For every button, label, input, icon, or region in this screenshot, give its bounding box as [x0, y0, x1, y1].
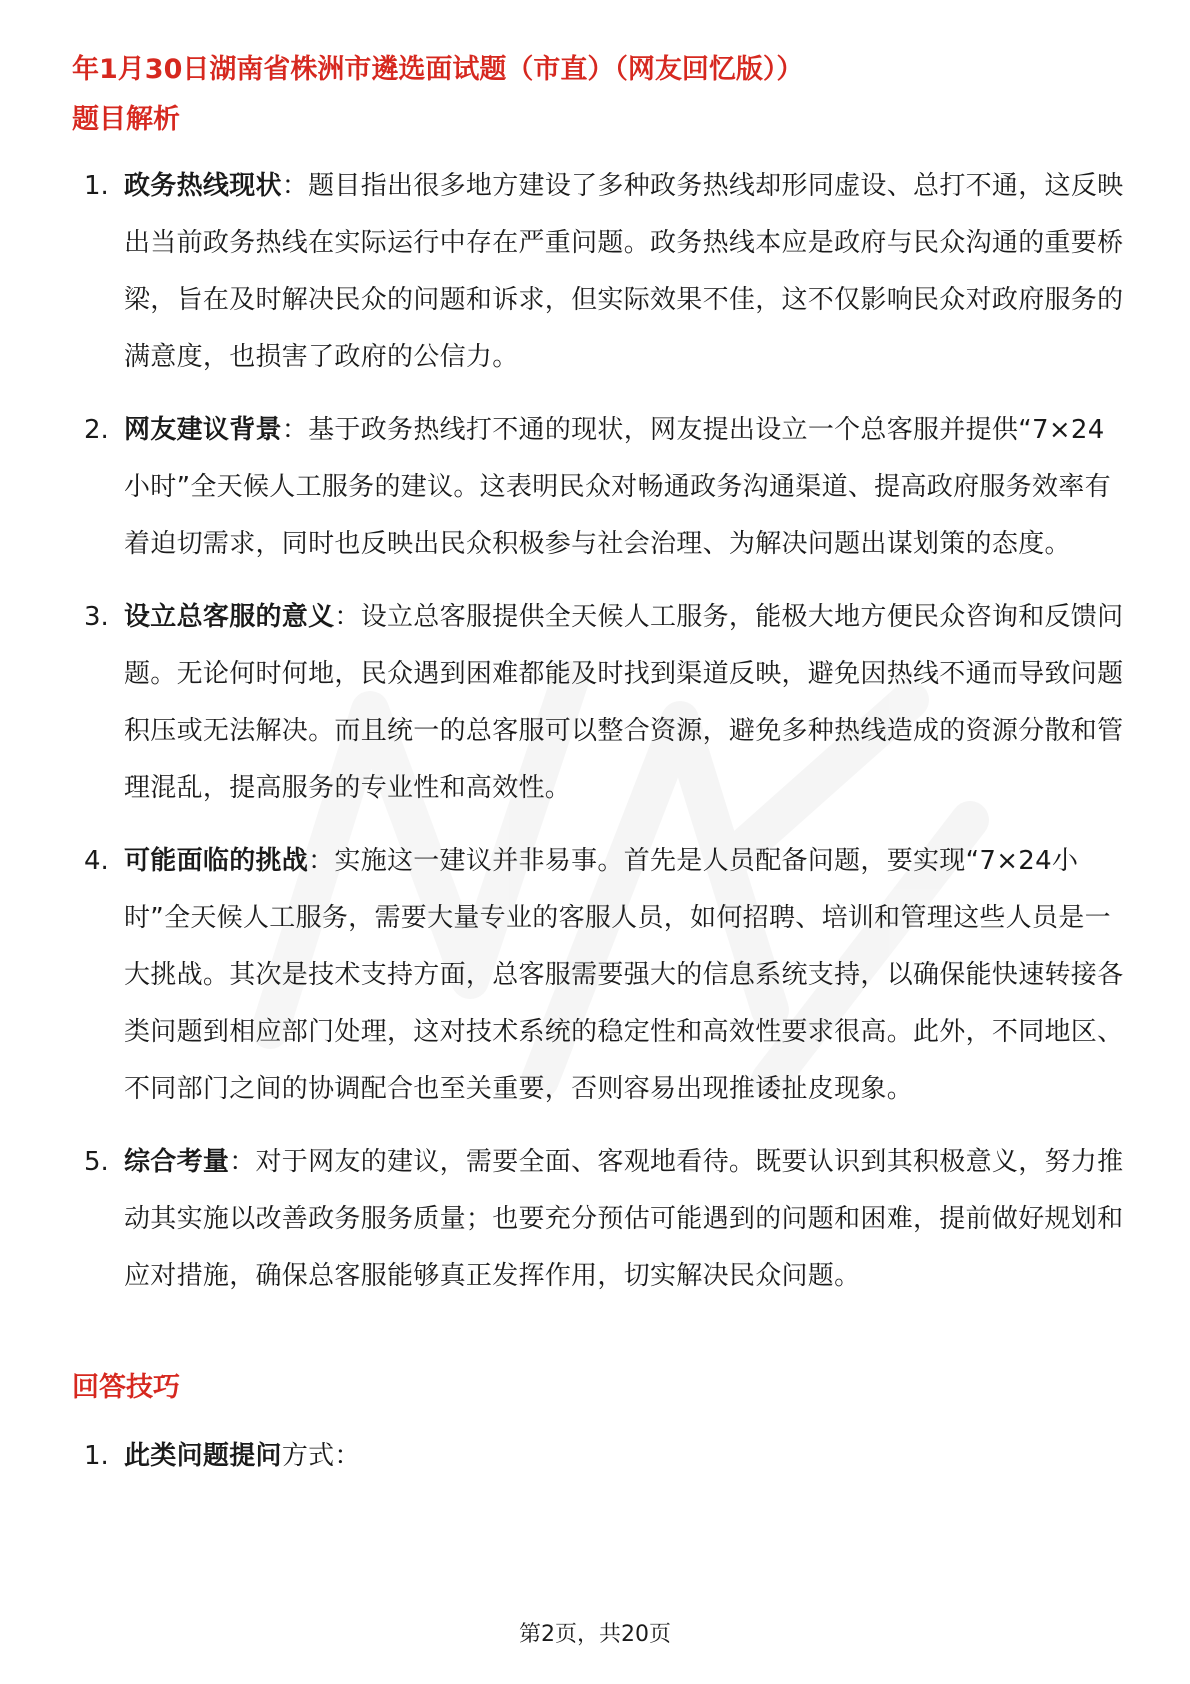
list-item — [84, 402, 1124, 573]
item-text: 方式： — [281, 1441, 361, 1471]
list-item — [84, 158, 1124, 386]
analysis-list — [84, 158, 1124, 1321]
section-heading-tips: 回答技巧 — [72, 1372, 180, 1403]
list-number: 3. — [84, 602, 109, 632]
item-text: ：题目指出很多地方建设了多种政务热线却形同虚设、总打不通，这反映出当前政务热线在实际运行中存在严重问题。政务热线本应是政府与民众沟通的重要桥梁，旨在及时解决民众的问题和诉求，但实际效果不佳，这不仅影响民众对政府服务的满意度，也损害了政府的公信力。 — [124, 171, 1124, 372]
item-text: ：设立总客服提供全天候人工服务，能极大地方便民众咨询和反馈问题。无论何时何地，民众遇到困难都能及时找到渠道反映，避免因热线不通而导致问题积压或无法解决。而且统一的总客服可以整合资源，避免多种热线造成的资源分散和管理混乱，提高服务的专业性和高效性。 — [124, 602, 1124, 803]
tips-list — [84, 1428, 1124, 1501]
item-term: 可能面临的挑战 — [124, 846, 309, 876]
document-title: 年1月30日湖南省株洲市遴选面试题（市直）（网友回忆版）） — [72, 54, 804, 85]
list-item — [84, 589, 1124, 817]
list-number: 1. — [84, 171, 109, 201]
item-text: ：对于网友的建议，需要全面、客观地看待。既要认识到其积极意义，努力推动其实施以改善政务服务质量；也要充分预估可能遇到的问题和困难，提前做好规划和应对措施，确保总客服能够真正发挥作用，切实解决民众问题。 — [124, 1147, 1124, 1291]
item-text: ：基于政务热线打不通的现状，网友提出设立一个总客服并提供“7×24小时”全天候人工服务的建议。这表明民众对畅通政务沟通渠道、提高政府服务效率有着迫切需求，同时也反映出民众积极参与社会治理、为解决问题出谋划策的态度。 — [124, 415, 1111, 559]
list-number: 2. — [84, 415, 109, 445]
list-item — [84, 1134, 1124, 1305]
item-term: 设立总客服的意义 — [124, 602, 335, 632]
section-heading-analysis: 题目解析 — [72, 104, 180, 135]
item-term: 综合考量 — [124, 1147, 230, 1177]
list-number: 1. — [84, 1441, 109, 1471]
list-number: 5. — [84, 1147, 109, 1177]
list-item — [84, 833, 1124, 1118]
item-text: ：实施这一建议并非易事。首先是人员配备问题，要实现“7×24小时”全天候人工服务，需要大量专业的客服人员，如何招聘、培训和管理这些人员是一大挑战。其次是技术支持方面，总客服需要强大的信息系统支持，以确保能快速转接各类问题到相应部门处理，这对技术系统的稳定性和高效性要求很高。此外，不同地区、不同部门之间的协调配合也至关重要，否则容易出现推诿扯皮现象。 — [124, 846, 1124, 1104]
item-term: 政务热线现状 — [124, 171, 282, 201]
page-footer: 第2页，共20页 — [519, 1622, 671, 1647]
item-term: 网友建议背景 — [124, 415, 282, 445]
list-number: 4. — [84, 846, 109, 876]
list-item — [84, 1428, 1124, 1485]
item-term: 此类问题提问 — [124, 1441, 282, 1471]
